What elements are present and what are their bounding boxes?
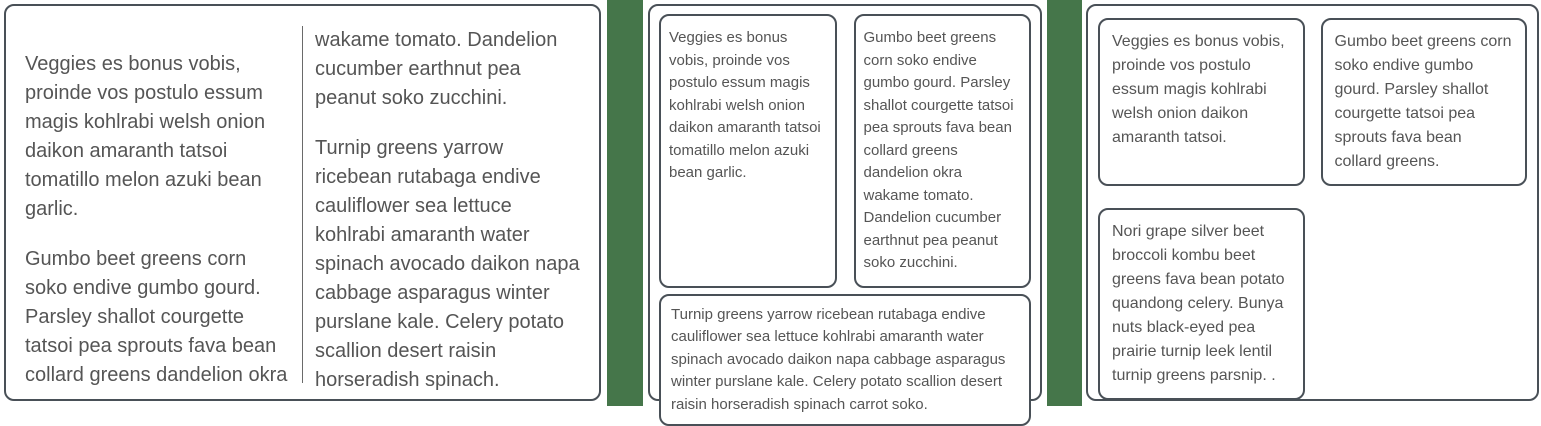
paragraph: Turnip greens yarrow ricebean rutabaga endive cauliflower sea lettuce kohlrabi amaranth water spinach avocado daikon napa cabbage asparagus winter purslane kale. Celery potato scallion desert raisin horseradish spinach. — [315, 134, 581, 395]
panel-nested-boxes — [648, 4, 1042, 401]
text-box-top-right: Gumbo beet greens corn soko endive gumbo gourd. Parsley shallot courgette tatsoi pea sprouts fava bean collard greens dandelion okra wakame tomato. Dandelion cucumber earthnut pea peanut soko zucchini. — [854, 14, 1032, 288]
text-box-top-right: Gumbo beet greens corn soko endive gumbo gourd. Parsley shallot courgette tatsoi pea sprouts fava bean collard greens. — [1321, 18, 1528, 186]
paragraph: Gumbo beet greens corn soko endive gumbo gourd. Parsley shallot courgette tatsoi pea sprouts fava bean collard greens dandelion okra — [25, 245, 291, 390]
text-box-top-left: Veggies es bonus vobis, proinde vos postulo essum magis kohlrabi welsh onion daikon amaranth tatsoi tomatillo melon azuki bean garlic. — [659, 14, 837, 288]
text-box-bottom-left: Nori grape silver beet broccoli kombu beet greens fava bean potato quandong celery. Bunya nuts black-eyed pea prairie turnip leek lentil turnip greens parsnip. . — [1098, 208, 1305, 400]
text-box-top-left: Veggies es bonus vobis, proinde vos postulo essum magis kohlrabi welsh onion daikon amaranth tatsoi. — [1098, 18, 1305, 186]
text-box-bottom-wide: Turnip greens yarrow ricebean rutabaga endive cauliflower sea lettuce kohlrabi amaranth water spinach avocado daikon napa cabbage asparagus winter purslane kale. Celery potato scallion desert raisin horseradish spinach carrot soko. — [659, 294, 1031, 426]
column-container — [25, 26, 581, 383]
paragraph: Veggies es bonus vobis, proinde vos postulo essum magis kohlrabi welsh onion daikon amaranth tatsoi tomatillo melon azuki bean garlic. — [25, 50, 291, 224]
panel-grid-boxes — [1086, 4, 1539, 401]
green-divider-strip — [1047, 0, 1082, 406]
box-row — [659, 14, 1031, 288]
green-divider-strip — [607, 0, 643, 406]
text-column-left — [25, 26, 302, 383]
panel-two-column-text — [4, 4, 601, 401]
box-grid — [1098, 18, 1527, 400]
paragraph: wakame tomato. Dandelion cucumber earthnut pea peanut soko zucchini. — [315, 26, 581, 113]
text-column-right — [302, 26, 581, 383]
